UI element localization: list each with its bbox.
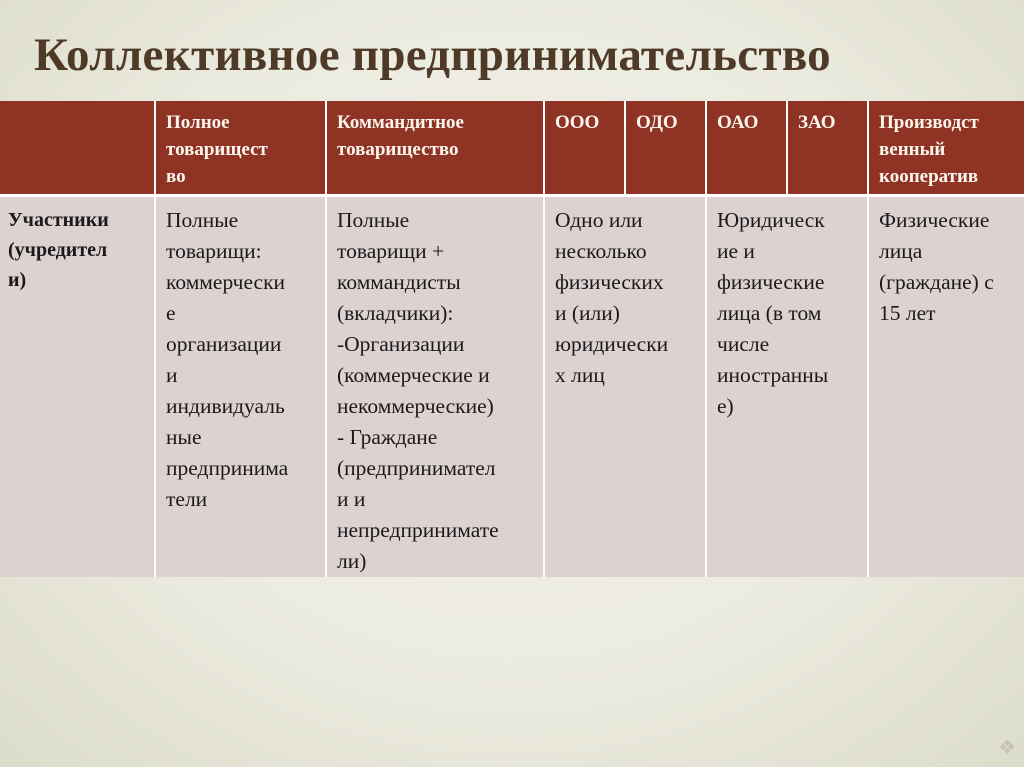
header-cell-limited-partnership: Коммандитное товарищество bbox=[326, 101, 544, 196]
cell-limited-partnership: Полные товарищи + коммандисты (вкладчики): -Организации (коммерческие и некоммерческие) - Граждане (предпринимател и и непредпринимате ли) bbox=[326, 196, 544, 578]
header-cell-zao: ЗАО bbox=[787, 101, 868, 196]
row-label-participants: Участники (учредител и) bbox=[0, 196, 155, 578]
header-cell-odo: ОДО bbox=[625, 101, 706, 196]
header-row bbox=[0, 101, 1024, 196]
header-cell-ooo: ООО bbox=[544, 101, 625, 196]
cell-cooperative: Физические лица (граждане) с 15 лет bbox=[868, 196, 1024, 578]
header-cell-empty bbox=[0, 101, 155, 196]
header-cell-oao: ОАО bbox=[706, 101, 787, 196]
cell-ooo-odo: Одно или несколько физических и (или) юридически х лиц bbox=[544, 196, 706, 578]
cell-full-partnership: Полные товарищи: коммерчески е организации и индивидуаль ные предпринима тели bbox=[155, 196, 326, 578]
cell-oao-zao: Юридическ ие и физические лица (в том числе иностранны е) bbox=[706, 196, 868, 578]
slide-title: Коллективное предпринимательство bbox=[34, 29, 831, 81]
decorative-bullet-icon: ❖ bbox=[998, 735, 1016, 759]
header-cell-full-partnership: Полное товарищест во bbox=[155, 101, 326, 196]
table-row bbox=[0, 196, 1024, 578]
header-cell-cooperative: Производст венный кооператив bbox=[868, 101, 1024, 196]
comparison-table bbox=[0, 101, 1024, 577]
